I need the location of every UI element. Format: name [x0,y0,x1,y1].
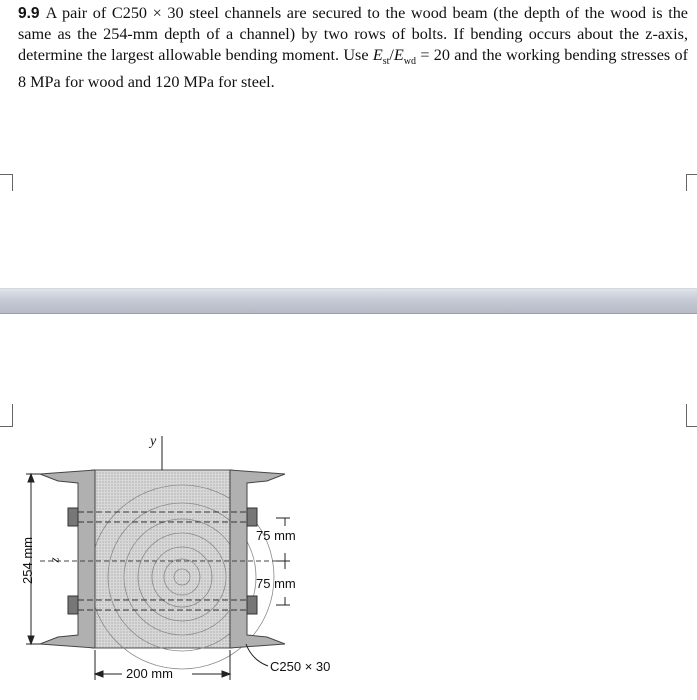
ratio-E-wd: E [393,46,404,64]
height-dim-label: 254 mm [19,537,35,584]
width-dim-label: 200 mm [126,666,173,681]
channel-leader [246,644,268,666]
beam-cross-section-figure [0,430,360,700]
bolt-spacing-bottom-label: 75 mm [256,576,296,591]
z-axis-label: z [46,557,62,563]
y-axis-label: y [150,434,157,449]
crop-mark-left-bottom [0,404,13,427]
crop-mark-left-top [0,174,13,191]
page-divider [0,288,697,314]
wood-beam [92,470,232,648]
problem-text-part1: A pair of C250 × 30 steel channels are secured to the wood beam (the depth of the wood is the same as the 254-mm depth of a channel) by two rows of bolts. If bending occurs about the z-axis, determine the largest allowable bending moment. Use [18,4,688,64]
ratio-E-st: E [372,46,383,64]
crop-mark-right-bottom [686,404,697,427]
crop-mark-right-top [686,174,697,191]
problem-statement: 9.9 A pair of C250 × 30 steel channels are secured to the wood beam (the depth of the wood is the same as the 254-mm depth of a channel) by two rows of bolts. If bending occurs about the z-axis, determine the largest allowable bending moment. Use $E_{st}/E_{wd} = 20$ and the working bending stresses of 8 MPa for wood and 120 MPa for steel. [18,4,688,92]
channel-label: C250 × 30 [270,659,331,674]
problem-text-part2: = 20 and the working bending stresses of 8 MPa for wood and 120 MPa for steel. [18,46,688,92]
bolt-spacing-top-label: 75 mm [256,528,296,543]
problem-number: 9.9 [18,5,40,22]
ratio-sub-st: st [382,56,390,68]
ratio-sub-wd: wd [403,56,417,68]
right-channel [230,470,285,648]
